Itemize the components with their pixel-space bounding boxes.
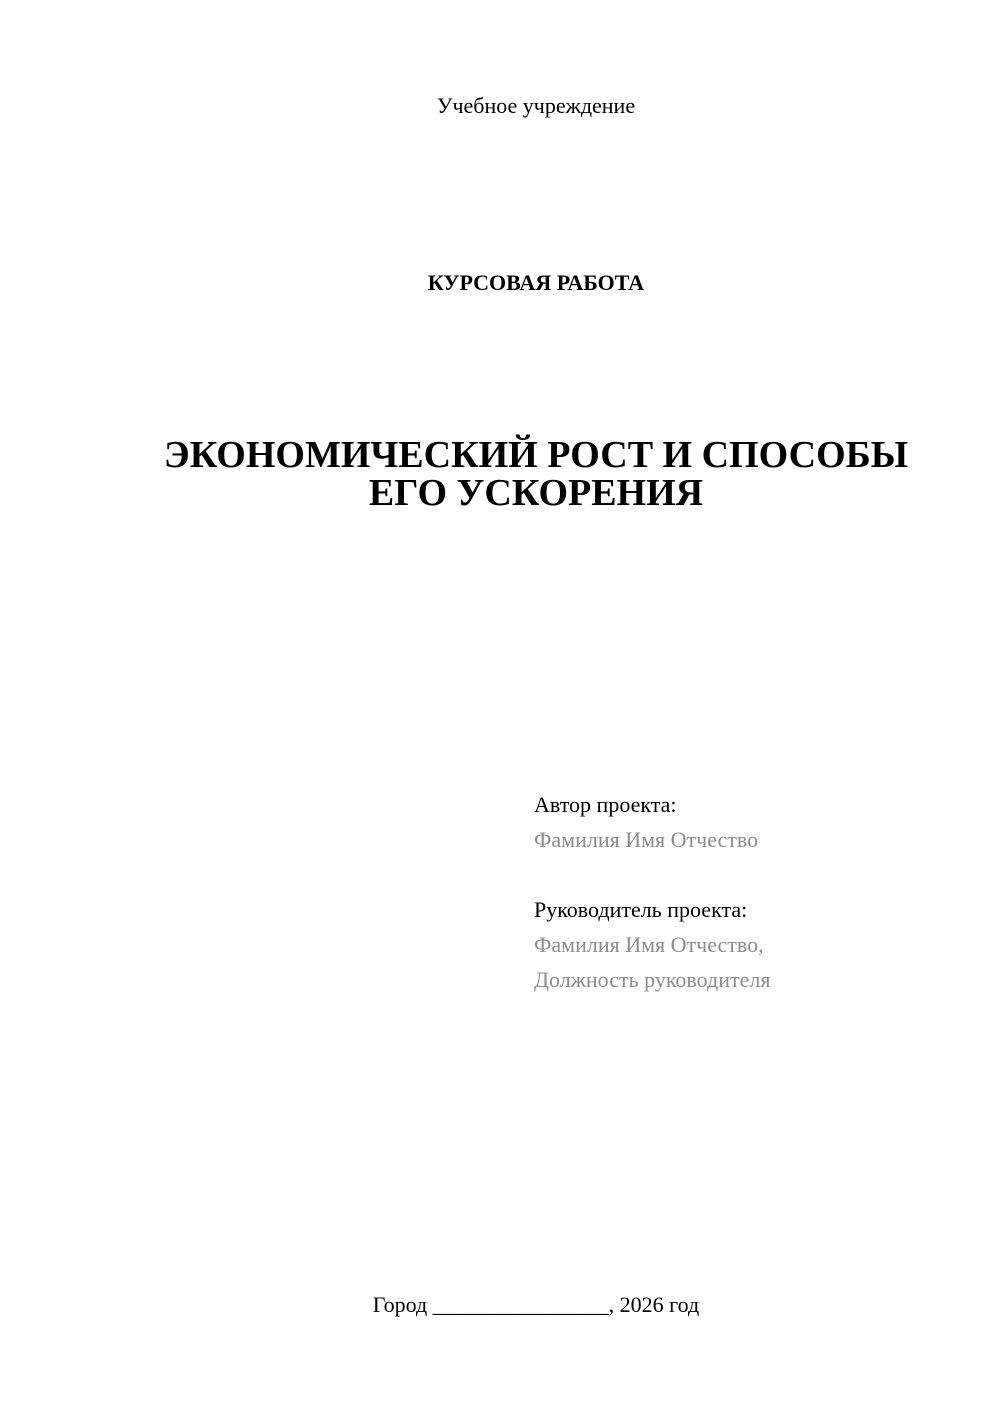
supervisor-label: Руководитель проекта: — [534, 897, 748, 922]
credits-block — [534, 787, 974, 997]
supervisor-name: Фамилия Имя Отчество, — [534, 932, 764, 957]
author-label: Автор проекта: — [534, 792, 677, 817]
credits-spacer — [534, 857, 974, 892]
institution-name: Учебное учреждение — [436, 93, 636, 118]
title-line-1: ЭКОНОМИЧЕСКИЙ РОСТ И СПОСОБЫ — [163, 434, 909, 476]
city-year-line: Город ________________, 2026 год — [372, 1292, 700, 1317]
title-line-2: ЕГО УСКОРЕНИЯ — [368, 472, 704, 514]
supervisor-position: Должность руководителя — [534, 967, 771, 992]
author-name: Фамилия Имя Отчество — [534, 827, 759, 852]
work-type-heading: КУРСОВАЯ РАБОТА — [427, 270, 645, 295]
document-title — [0, 436, 1000, 512]
